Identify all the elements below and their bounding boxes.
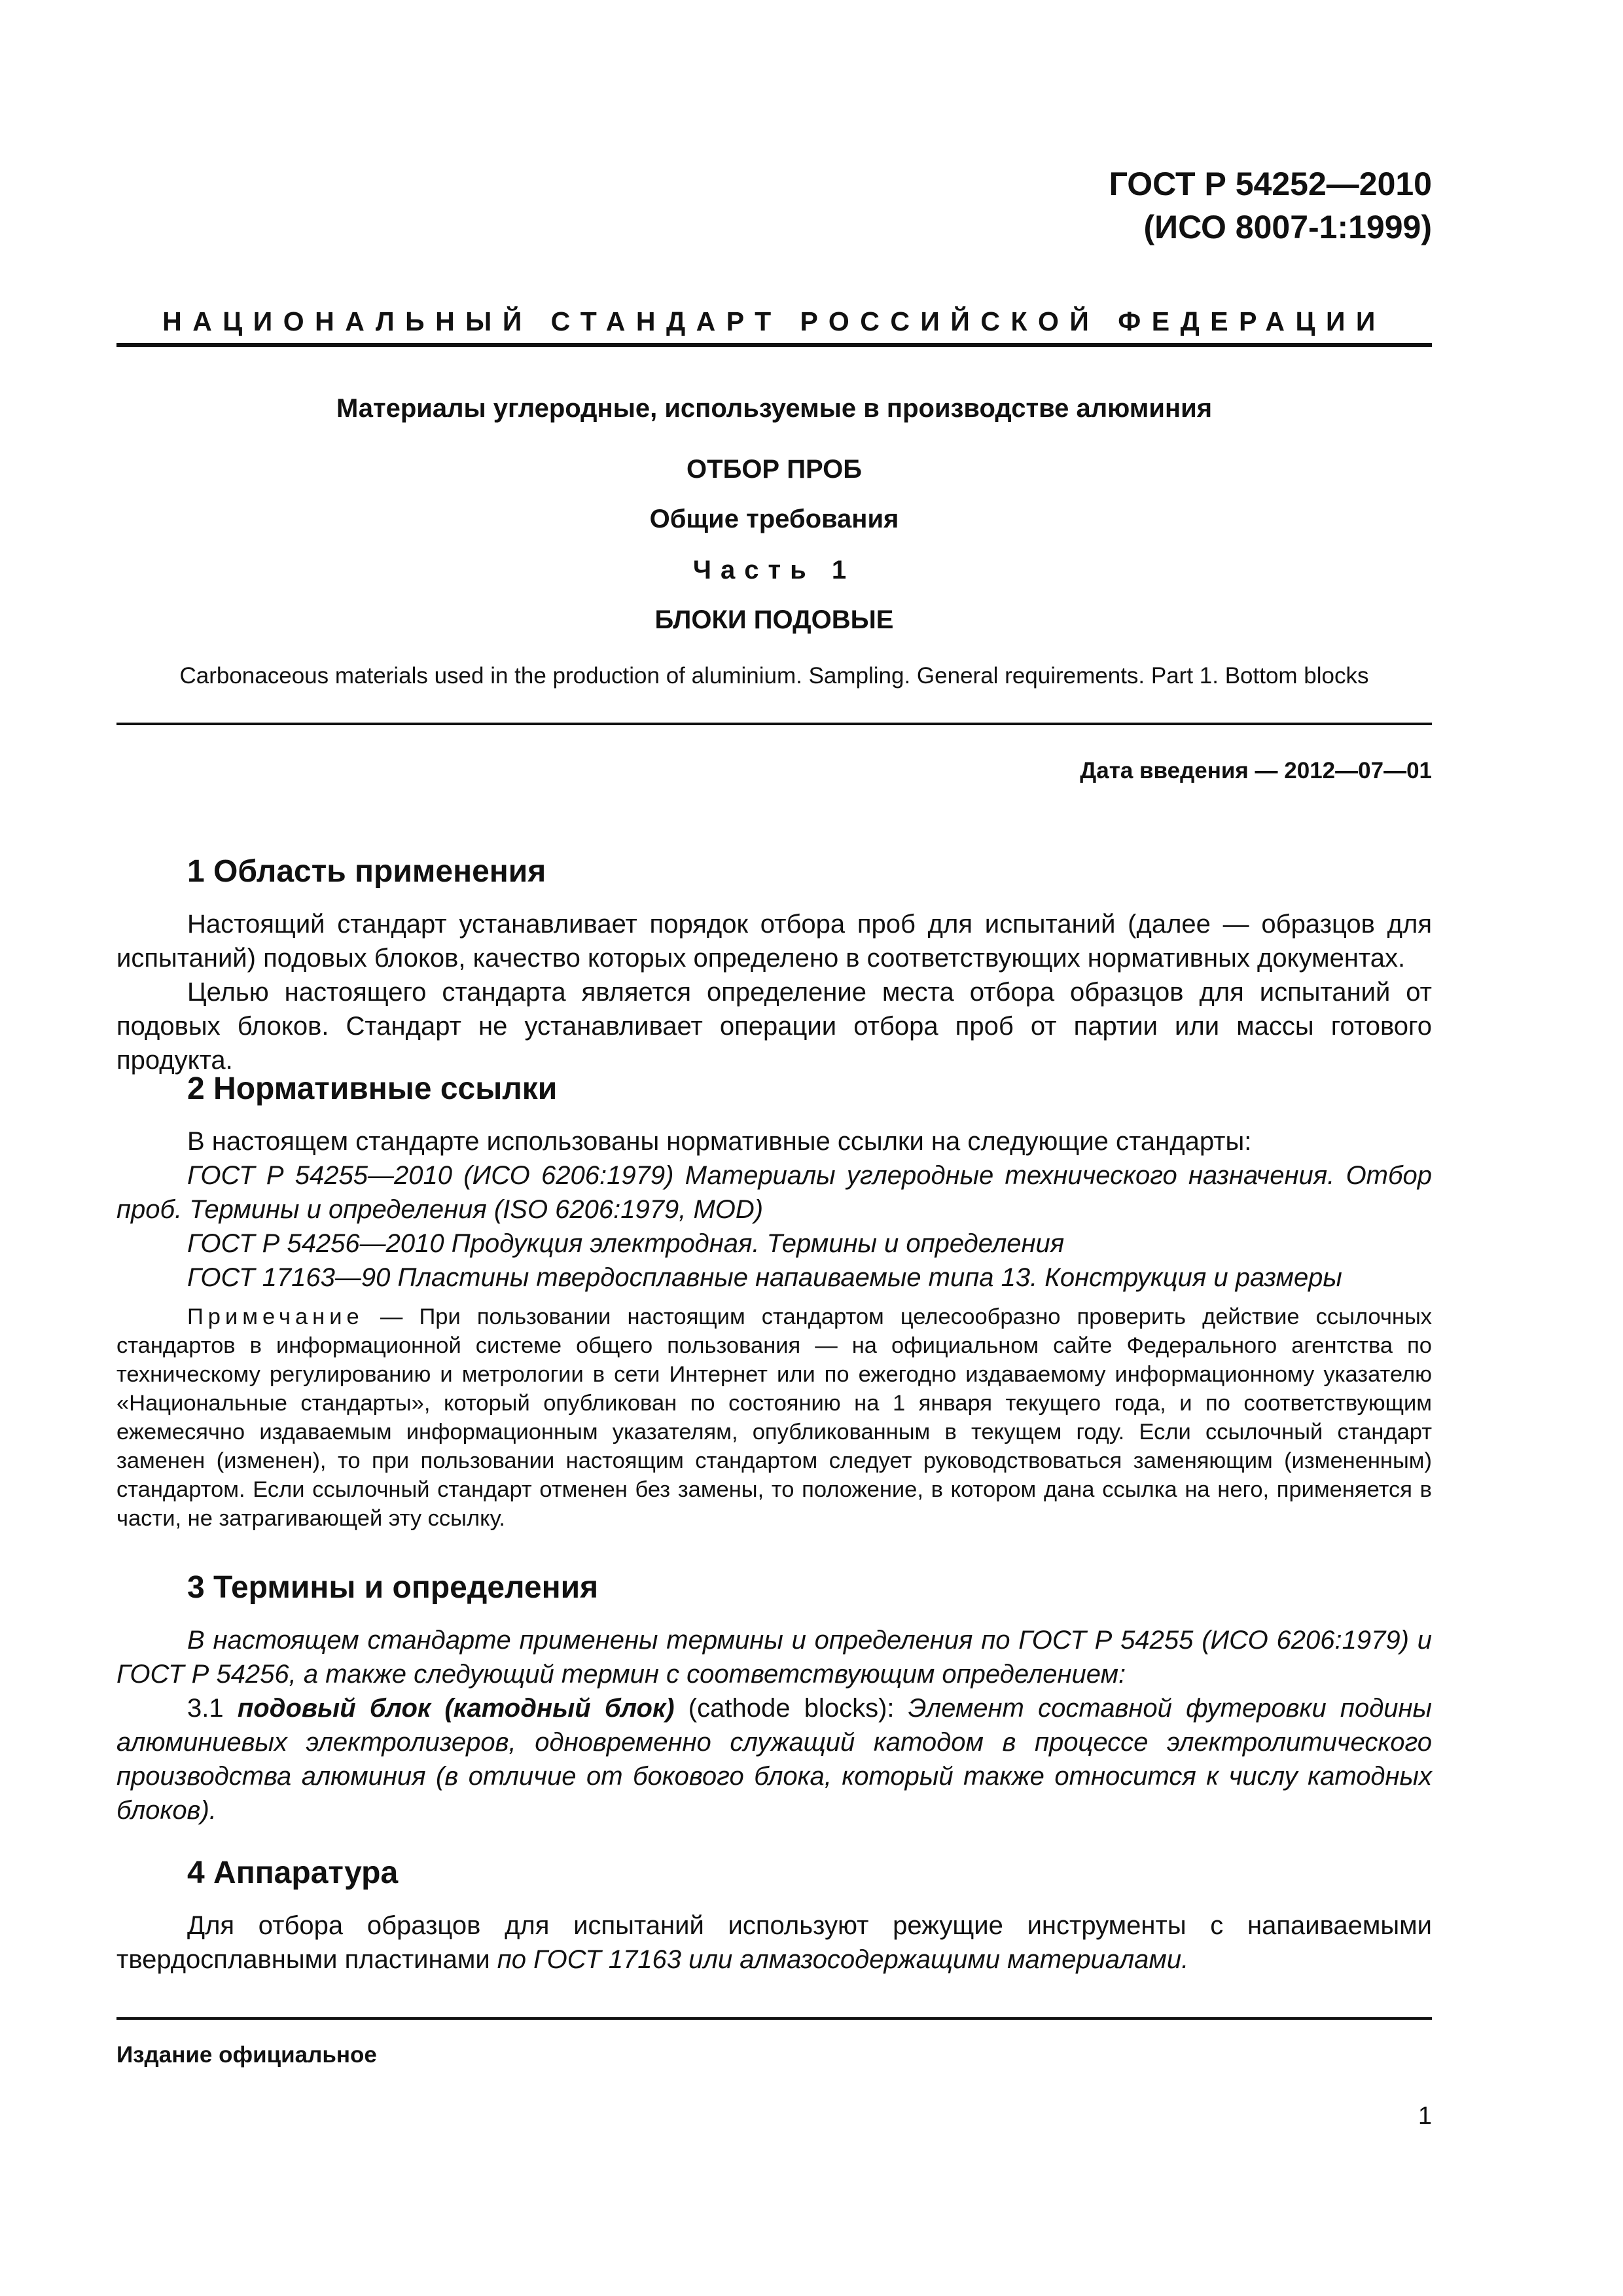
header-rule	[116, 343, 1432, 347]
title-line-5: БЛОКИ ПОДОВЫЕ	[654, 605, 894, 634]
title-line-1: Материалы углеродные, используемые в производстве алюминия	[336, 394, 1213, 423]
section-3-intro: В настоящем стандарте применены термины и определения по ГОСТ Р 54255 (ИСО 6206:1979) и ГОСТ Р 54256, а также следующий термин с соответствующим определением:	[116, 1626, 1432, 1689]
term-definition	[116, 1691, 1432, 1827]
section-4-text-italic: по ГОСТ 17163 или алмазосодержащими материалами.	[497, 1945, 1189, 1974]
document-code-block	[1109, 162, 1432, 249]
title-rule	[116, 723, 1432, 725]
iso-number: (ИСО 8007-1:1999)	[1143, 209, 1432, 245]
section-1-heading: 1 Область применения	[187, 854, 546, 889]
section-4-paragraph	[116, 1909, 1432, 1977]
document-page	[116, 0, 1432, 2296]
title-line-2: ОТБОР ПРОБ	[687, 455, 862, 484]
section-4-heading: 4 Аппаратура	[187, 1856, 399, 1890]
term-number: 3.1	[187, 1694, 238, 1723]
note-text: — При пользовании настоящим стандартом целесообразно проверить действие ссылочных стандартов в информационной системе общего пользования — на официальном сайте Федерального агентства по техническому регулированию и метрологии в сети Интернет или по ежегодно издаваемому информационному указателю «Национальные стандарты», который опубликован по состоянию на 1 января текущего года, и по соответствующим ежемесячно издаваемым информационным указателям, опубликованным в текущем году. Если ссылочный стандарт заменен (изменен), то при пользовании настоящим стандартом следует руководствоваться заменяющим (измененным) стандартом. Если ссылочный стандарт отменен без замены, то положение, в котором дана ссылка на него, применяется в части, не затрагивающей эту ссылку.	[116, 1304, 1432, 1531]
standard-number: ГОСТ Р 54252—2010	[1109, 166, 1432, 202]
note-paragraph	[116, 1302, 1432, 1533]
official-edition-label: Издание официальное	[116, 2042, 377, 2068]
reference-item: ГОСТ 17163—90 Пластины твердосплавные напаиваемые типа 13. Конструкция и размеры	[187, 1263, 1342, 1292]
english-title: Carbonaceous materials used in the production of aluminium. Sampling. General requirements. Part 1. Bottom blocks	[179, 663, 1369, 689]
term-definition-text: Элемент составной футеровки подины алюминиевых электролизеров, одновременно служащий катодом в процессе электролитического производства алюминия (в отличие от бокового блока, который также относится к числу катодных блоков).	[116, 1694, 1432, 1825]
title-line-3: Общие требования	[649, 505, 899, 533]
footer-rule	[116, 2017, 1432, 2020]
term-name: подовый блок (катодный блок)	[237, 1694, 675, 1723]
section-2-intro: В настоящем стандарте использованы нормативные ссылки на следующие стандарты:	[187, 1127, 1252, 1156]
note-label: Примечание	[187, 1304, 364, 1329]
term-english: (cathode blocks):	[674, 1694, 908, 1723]
title-part: Часть 1	[692, 556, 856, 584]
reference-item: ГОСТ Р 54256—2010 Продукция электродная. Термины и определения	[187, 1229, 1065, 1258]
introduction-date: Дата введения — 2012—07—01	[1080, 758, 1432, 783]
section-1-paragraph-2: Целью настоящего стандарта является определение места отбора образцов для испытаний от подовых блоков. Стандарт не устанавливает операции отбора проб от партии или массы готового продукта.	[116, 978, 1432, 1075]
national-standard-title: НАЦИОНАЛЬНЫЙ СТАНДАРТ РОССИЙСКОЙ ФЕДЕРАЦИИ	[162, 306, 1386, 336]
section-1-paragraph-1: Настоящий стандарт устанавливает порядок отбора проб для испытаний (далее — образцов для испытаний) подовых блоков, качество которых определено в соответствующих нормативных документах.	[116, 910, 1432, 973]
section-3-heading: 3 Термины и определения	[187, 1570, 599, 1605]
section-2-heading: 2 Нормативные ссылки	[187, 1071, 558, 1106]
page-number: 1	[1418, 2102, 1432, 2130]
section-4-text: Для отбора образцов для испытаний используют режущие инструменты с напаиваемыми твердосплавными пластинами	[116, 1911, 1432, 1974]
reference-item: ГОСТ Р 54255—2010 (ИСО 6206:1979) Материалы углеродные технического назначения. Отбор проб. Термины и определения (ISO 6206:1979, MOD)	[116, 1161, 1432, 1224]
